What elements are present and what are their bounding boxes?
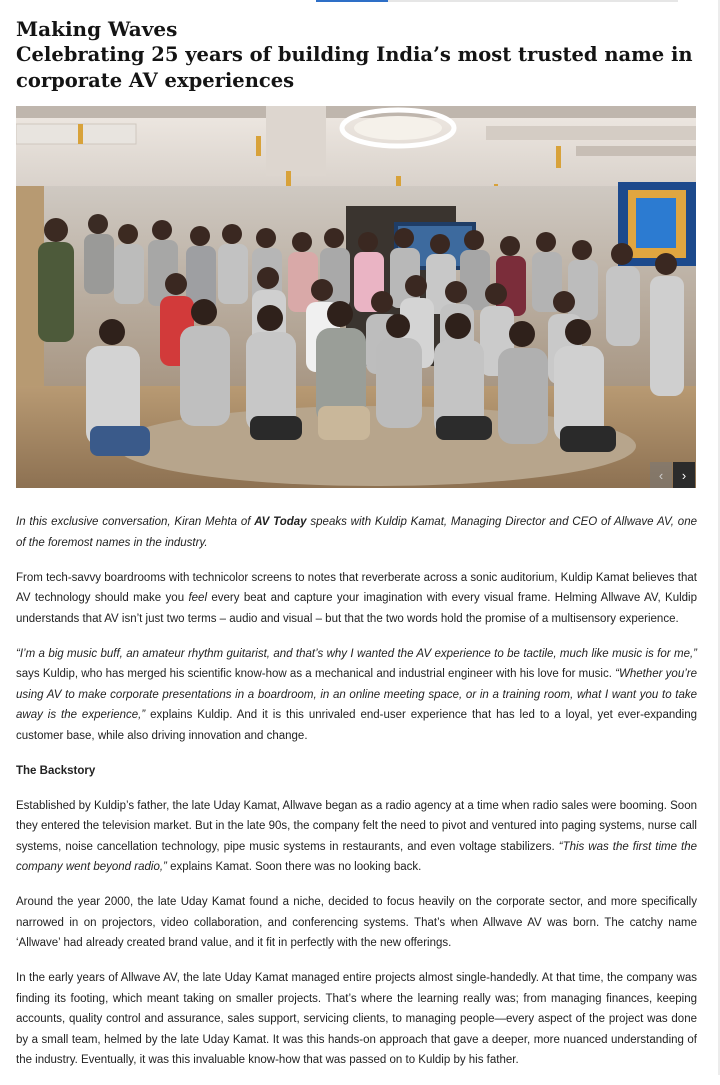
paragraph-3 (16, 796, 697, 878)
paragraph-1-text-b: every beat and capture your imagination with every visual frame. Helming Allwave AV, Kuldip understands that AV isn’t just two terms – audio and visual – but that the two words hold the promise of a multisensory experience. (16, 592, 697, 625)
chevron-left-icon: ‹ (658, 467, 664, 483)
paragraph-5: In the early years of Allwave AV, the late Uday Kamat managed entire projects almost single-handedly. At that time, the company was finding its footing, which meant taking on smaller projects. That’s where the learning really was; from managing finances, keeping accounts, quality control and assurance, sales support, servicing clients, to managing people—every aspect of the project was done by a small team, helmed by the late Uday Kamat. It was this hands-on approach that gave a deeper, more nuanced understanding of the industry. Eventually, it was this invaluable know-how that was passed on to Kuldip by his father. (16, 972, 697, 1066)
article (16, 16, 697, 1085)
article-body (16, 512, 697, 1071)
chevron-right-icon: › (681, 467, 687, 483)
article-intro (16, 512, 697, 553)
hero-image-slider (16, 106, 696, 488)
paragraph-4: Around the year 2000, the late Uday Kamat found a niche, decided to focus heavily on the corporate sector, and more specifically narrowed in on projectors, video collaboration, and conferencing systems. That’s when Allwave AV was born. The catchy name ‘Allwave’ had already created brand value, and it fit in perfectly with the new offerings. (16, 896, 697, 949)
paragraph-2-text-b: explains Kuldip. And it is this unrivaled end-user experience that has led to a loyal, yet ever-expanding customer base, while also driving innovation and change. (16, 709, 697, 742)
paragraph-2 (16, 644, 697, 747)
paragraph-3-text-a: Established by Kuldip’s father, the late Uday Kamat, Allwave began as a radio agency at a time when radio sales were booming. Soon they entered the television market. But in the late 90s, the company felt the need to pivot and ventured into paging systems, nurse call systems, noise cancellation technology, pipe music systems in restaurants, and even voltage stabilizers. (16, 799, 697, 853)
paragraph-3-text-b: explains Kamat. Soon there was no looking back. (166, 861, 422, 873)
intro-text-start: In this exclusive conversation, Kiran Mehta of (16, 516, 255, 528)
intro-text-end: speaks with Kuldip Kamat, Managing Director and CEO of Allwave AV, one of the foremost names in the industry. (16, 516, 697, 549)
reading-progress-thumb (316, 0, 388, 2)
paragraph-1-emphasis: feel (188, 592, 208, 604)
reading-progress-bar (316, 0, 678, 2)
team-group-photo (16, 106, 696, 488)
quote-beyond-radio: “This was the first time the company went beyond radio,” (16, 840, 697, 873)
article-kicker: Making Waves (16, 17, 178, 41)
paragraph-1 (16, 568, 697, 630)
section-heading-backstory: The Backstory (16, 764, 96, 777)
publication-name: AV Today (254, 516, 307, 528)
slider-prev-button[interactable] (650, 462, 672, 488)
quote-experience: “Whether you’re using AV to make corporate presentations in a boardroom, in an online meeting space, or in a training room, what I want you to take away is the experience,” (16, 668, 697, 721)
slider-next-button[interactable] (673, 462, 695, 488)
quote-music-buff: “I’m a big music buff, an amateur rhythm guitarist, and that’s why I wanted the AV experience to be tactile, much like music is for me,” (16, 647, 697, 660)
paragraph-1-text-a: From tech-savvy boardrooms with technicolor screens to notes that reverberate across a sonic auditorium, Kuldip Kamat believes that AV technology should make you (16, 571, 697, 604)
paragraph-2-text-a: says Kuldip, who has merged his scientific know-how as a mechanical and industrial engineer with his love for music. (16, 668, 616, 680)
article-headline: Celebrating 25 years of building India’s most trusted name in corporate AV experiences (16, 43, 693, 92)
